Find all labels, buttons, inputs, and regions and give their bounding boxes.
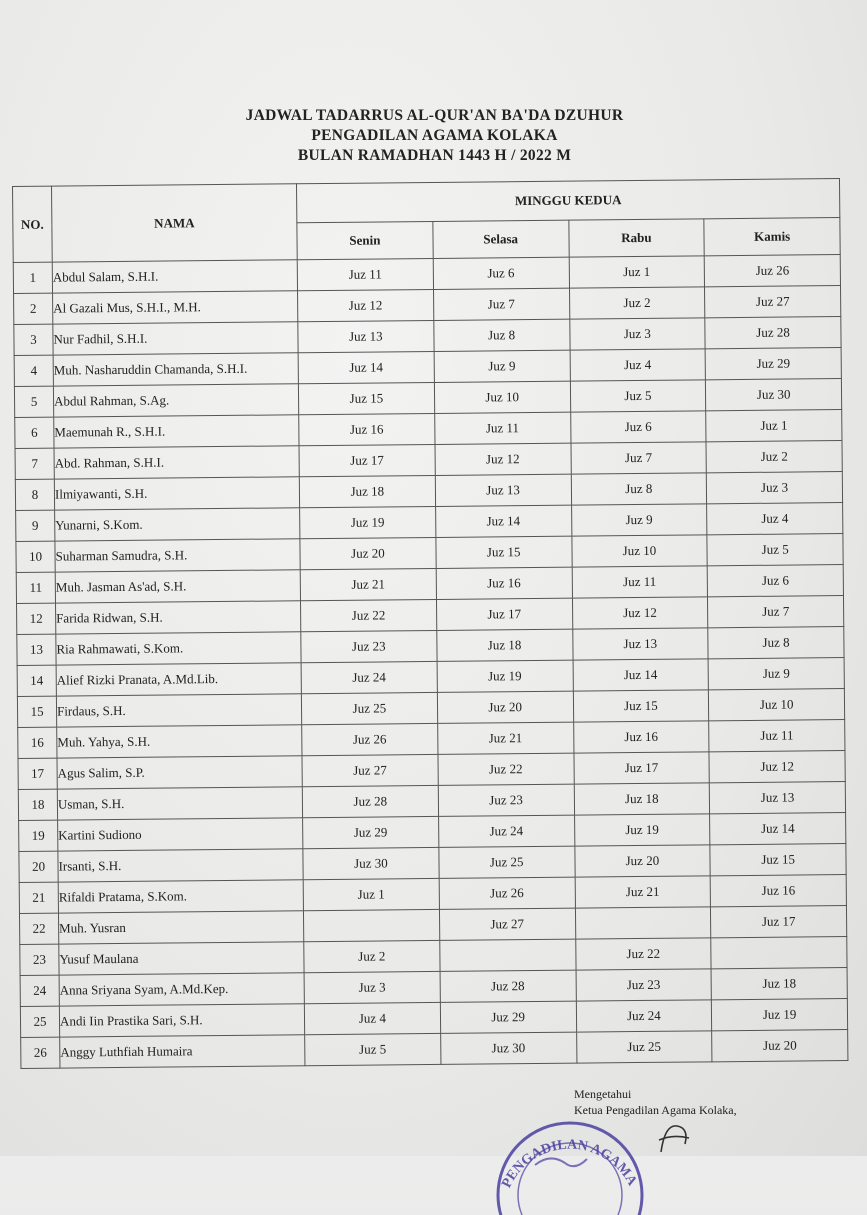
cell-senin: Juz 16: [299, 413, 435, 445]
header-minggu-kedua: MINGGU KEDUA: [296, 179, 839, 223]
cell-senin: Juz 13: [298, 320, 434, 352]
cell-rabu: Juz 17: [573, 752, 709, 784]
row-nama: Farida Ridwan, S.H.: [56, 601, 301, 634]
row-number: 2: [14, 293, 53, 324]
row-number: 20: [19, 851, 58, 882]
cell-senin: Juz 28: [302, 785, 438, 817]
header-nama: NAMA: [52, 184, 298, 262]
row-nama: Al Gazali Mus, S.H.I., M.H.: [53, 291, 298, 324]
row-nama: Ilmiyawanti, S.H.: [54, 477, 299, 510]
cell-kamis: Juz 1: [706, 410, 842, 442]
row-nama: Yunarni, S.Kom.: [55, 508, 300, 541]
cell-senin: Juz 2: [304, 940, 440, 972]
cell-rabu: Juz 25: [576, 1031, 712, 1063]
cell-rabu: Juz 8: [571, 473, 707, 505]
cell-senin: Juz 15: [298, 382, 434, 414]
signoff-line-2: Ketua Pengadilan Agama Kolaka,: [574, 1103, 737, 1117]
row-number: 1: [13, 262, 52, 293]
cell-kamis: Juz 12: [709, 751, 845, 783]
cell-selasa: Juz 18: [437, 629, 573, 661]
cell-selasa: Juz 8: [434, 319, 570, 351]
cell-selasa: Juz 27: [439, 908, 575, 940]
row-nama: Irsanti, S.H.: [58, 849, 303, 882]
row-number: 12: [17, 603, 56, 634]
cell-senin: Juz 24: [301, 661, 437, 693]
cell-selasa: Juz 6: [433, 257, 569, 289]
row-number: 22: [19, 913, 58, 944]
cell-senin: Juz 20: [300, 537, 436, 569]
row-number: 15: [17, 696, 56, 727]
cell-selasa: Juz 14: [435, 505, 571, 537]
cell-rabu: Juz 21: [575, 876, 711, 908]
cell-selasa: Juz 7: [433, 288, 569, 320]
row-number: 16: [18, 727, 57, 758]
cell-rabu: Juz 18: [574, 783, 710, 815]
cell-rabu: Juz 14: [573, 659, 709, 691]
cell-selasa: Juz 19: [437, 660, 573, 692]
document-title: [0, 106, 867, 166]
row-nama: Agus Salim, S.P.: [57, 756, 302, 789]
cell-selasa: Juz 24: [438, 815, 574, 847]
cell-selasa: Juz 30: [440, 1032, 576, 1064]
row-number: 9: [16, 510, 55, 541]
cell-rabu: Juz 15: [573, 690, 709, 722]
row-number: 4: [14, 355, 53, 386]
cell-rabu: Juz 6: [570, 411, 706, 443]
cell-rabu: Juz 22: [575, 938, 711, 970]
cell-senin: Juz 27: [302, 754, 438, 786]
cell-kamis: Juz 6: [707, 565, 843, 597]
cell-kamis: Juz 2: [706, 441, 842, 473]
cell-selasa: Juz 9: [434, 350, 570, 382]
row-nama: Abdul Rahman, S.Ag.: [53, 384, 298, 417]
cell-kamis: Juz 27: [705, 286, 841, 318]
header-rabu: Rabu: [568, 219, 704, 257]
cell-senin: Juz 5: [305, 1033, 441, 1065]
cell-selasa: Juz 28: [440, 970, 576, 1002]
row-number: 23: [20, 944, 59, 975]
cell-senin: Juz 4: [304, 1002, 440, 1034]
title-line-3: BULAN RAMADHAN 1443 H / 2022 M: [297, 147, 572, 164]
cell-rabu: Juz 23: [576, 969, 712, 1001]
schedule-body: [13, 255, 848, 1069]
row-nama: Andi Iin Prastika Sari, S.H.: [59, 1004, 304, 1037]
row-nama: Abdul Salam, S.H.I.: [52, 260, 297, 293]
title-line-1: JADWAL TADARRUS AL-QUR'AN BA'DA DZUHUR: [245, 107, 624, 124]
header-kamis: Kamis: [704, 218, 840, 256]
cell-selasa: Juz 26: [439, 877, 575, 909]
row-nama: Ria Rahmawati, S.Kom.: [56, 632, 301, 665]
cell-kamis: Juz 16: [710, 875, 846, 907]
cell-kamis: Juz 14: [710, 813, 846, 845]
cell-senin: Juz 19: [300, 506, 436, 538]
cell-kamis: Juz 15: [710, 844, 846, 876]
row-number: 13: [17, 634, 56, 665]
cell-selasa: Juz 29: [440, 1001, 576, 1033]
cell-selasa: Juz 23: [438, 784, 574, 816]
cell-kamis: Juz 30: [706, 379, 842, 411]
cell-selasa: Juz 20: [437, 691, 573, 723]
cell-senin: [303, 909, 439, 941]
row-nama: Nur Fadhil, S.H.I.: [53, 322, 298, 355]
row-number: 10: [16, 541, 55, 572]
cell-rabu: Juz 1: [569, 256, 705, 288]
row-nama: Maemunah R., S.H.I.: [54, 415, 299, 448]
svg-text:PENGADILAN AGAMA: [499, 1138, 640, 1191]
cell-rabu: Juz 9: [571, 504, 707, 536]
schedule-table: [12, 178, 848, 1069]
row-number: 21: [19, 882, 58, 913]
stamp-text: PENGADILAN AGAMA: [499, 1137, 640, 1191]
cell-selasa: Juz 13: [435, 474, 571, 506]
cell-senin: Juz 18: [299, 475, 435, 507]
cell-senin: Juz 22: [300, 599, 436, 631]
row-nama: Alief Rizki Pranata, A.Md.Lib.: [56, 663, 301, 696]
header-senin: Senin: [297, 221, 433, 259]
cell-rabu: Juz 3: [569, 318, 705, 350]
row-nama: Usman, S.H.: [57, 787, 302, 820]
cell-kamis: Juz 8: [708, 627, 844, 659]
cell-rabu: Juz 13: [572, 628, 708, 660]
cell-kamis: Juz 11: [709, 720, 845, 752]
cell-senin: Juz 17: [299, 444, 435, 476]
cell-rabu: Juz 7: [570, 442, 706, 474]
cell-rabu: Juz 19: [574, 814, 710, 846]
row-number: 3: [14, 324, 53, 355]
cell-kamis: Juz 18: [711, 968, 847, 1000]
cell-kamis: Juz 7: [708, 596, 844, 628]
row-nama: Firdaus, S.H.: [56, 694, 301, 727]
cell-rabu: Juz 16: [573, 721, 709, 753]
cell-rabu: Juz 11: [572, 566, 708, 598]
header-no: NO.: [13, 186, 53, 262]
cell-selasa: [440, 939, 576, 971]
cell-kamis: Juz 4: [707, 503, 843, 535]
cell-kamis: Juz 5: [707, 534, 843, 566]
cell-senin: Juz 14: [298, 351, 434, 383]
cell-selasa: Juz 25: [439, 846, 575, 878]
row-nama: Suharman Samudra, S.H.: [55, 539, 300, 572]
cell-senin: Juz 23: [301, 630, 437, 662]
cell-kamis: Juz 19: [712, 999, 848, 1031]
row-number: 11: [16, 572, 55, 603]
row-number: 7: [15, 448, 54, 479]
row-number: 8: [15, 479, 54, 510]
row-number: 25: [20, 1006, 59, 1037]
row-nama: Abd. Rahman, S.H.I.: [54, 446, 299, 479]
cell-kamis: Juz 10: [709, 689, 845, 721]
row-number: 5: [14, 386, 53, 417]
row-nama: Anggy Luthfiah Humaira: [60, 1035, 305, 1068]
cell-selasa: Juz 12: [435, 443, 571, 475]
row-number: 19: [19, 820, 58, 851]
cell-rabu: Juz 24: [576, 1000, 712, 1032]
cell-senin: Juz 26: [302, 723, 438, 755]
row-nama: Anna Sriyana Syam, A.Md.Kep.: [59, 973, 304, 1006]
row-nama: Muh. Jasman As'ad, S.H.: [55, 570, 300, 603]
row-number: 6: [15, 417, 54, 448]
cell-senin: Juz 30: [303, 847, 439, 879]
cell-kamis: Juz 20: [712, 1030, 848, 1062]
cell-rabu: Juz 2: [569, 287, 705, 319]
cell-selasa: Juz 21: [437, 722, 573, 754]
signature-mark: [655, 1120, 695, 1156]
cell-selasa: Juz 22: [438, 753, 574, 785]
cell-selasa: Juz 15: [436, 536, 572, 568]
cell-selasa: Juz 11: [434, 412, 570, 444]
cell-senin: Juz 21: [300, 568, 436, 600]
cell-selasa: Juz 10: [434, 381, 570, 413]
cell-kamis: Juz 29: [705, 348, 841, 380]
cell-kamis: Juz 26: [704, 255, 840, 287]
cell-rabu: Juz 10: [571, 535, 707, 567]
cell-senin: Juz 12: [298, 289, 434, 321]
row-number: 18: [18, 789, 57, 820]
cell-senin: Juz 25: [301, 692, 437, 724]
cell-rabu: Juz 4: [570, 349, 706, 381]
row-nama: Muh. Nasharuddin Chamanda, S.H.I.: [53, 353, 298, 386]
cell-kamis: Juz 17: [711, 906, 847, 938]
signoff-line-1: Mengetahui: [574, 1087, 632, 1101]
cell-rabu: Juz 12: [572, 597, 708, 629]
header-selasa: Selasa: [433, 220, 569, 258]
row-number: 26: [21, 1037, 60, 1068]
official-stamp: [495, 1095, 645, 1215]
cell-rabu: [575, 907, 711, 939]
cell-kamis: Juz 13: [710, 782, 846, 814]
cell-kamis: Juz 3: [707, 472, 843, 504]
cell-selasa: Juz 16: [436, 567, 572, 599]
row-nama: Rifaldi Pratama, S.Kom.: [58, 880, 303, 913]
title-line-2: PENGADILAN AGAMA KOLAKA: [311, 127, 558, 144]
cell-kamis: Juz 9: [708, 658, 844, 690]
cell-rabu: Juz 5: [570, 380, 706, 412]
cell-kamis: [711, 937, 847, 969]
row-nama: Yusuf Maulana: [59, 942, 304, 975]
row-number: 17: [18, 758, 57, 789]
row-nama: Muh. Yusran: [58, 911, 303, 944]
cell-senin: Juz 29: [303, 816, 439, 848]
row-number: 24: [20, 975, 59, 1006]
cell-rabu: Juz 20: [574, 845, 710, 877]
cell-senin: Juz 1: [303, 878, 439, 910]
row-nama: Kartini Sudiono: [58, 818, 303, 851]
row-number: 14: [17, 665, 56, 696]
cell-selasa: Juz 17: [436, 598, 572, 630]
cell-kamis: Juz 28: [705, 317, 841, 349]
cell-senin: Juz 11: [297, 258, 433, 290]
cell-senin: Juz 3: [304, 971, 440, 1003]
row-nama: Muh. Yahya, S.H.: [57, 725, 302, 758]
